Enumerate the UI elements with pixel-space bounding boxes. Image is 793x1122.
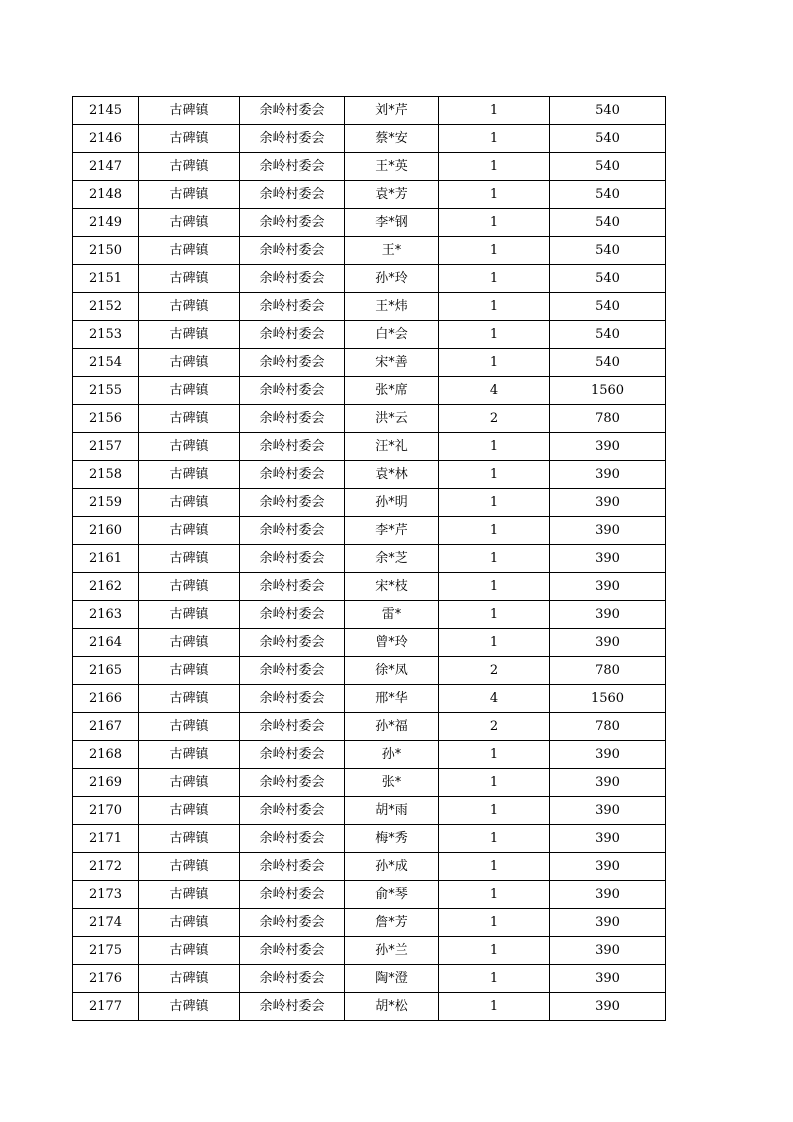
table-row [73, 797, 666, 825]
village-cell: 余岭村委会 [240, 405, 345, 433]
town-cell: 古碑镇 [139, 489, 240, 517]
village-cell: 余岭村委会 [240, 713, 345, 741]
row-number-cell: 2171 [73, 825, 139, 853]
table-row [73, 209, 666, 237]
row-number-cell: 2147 [73, 153, 139, 181]
roster-body [73, 97, 666, 1021]
count-cell: 1 [439, 461, 550, 489]
village-cell: 余岭村委会 [240, 853, 345, 881]
row-number-cell: 2145 [73, 97, 139, 125]
town-cell: 古碑镇 [139, 181, 240, 209]
count-cell: 1 [439, 237, 550, 265]
count-cell: 1 [439, 993, 550, 1021]
row-number-cell: 2164 [73, 629, 139, 657]
person-name-cell: 雷* [345, 601, 439, 629]
person-name-cell: 孙*兰 [345, 937, 439, 965]
row-number-cell: 2159 [73, 489, 139, 517]
village-cell: 余岭村委会 [240, 769, 345, 797]
row-number-cell: 2149 [73, 209, 139, 237]
row-number-cell: 2163 [73, 601, 139, 629]
town-cell: 古碑镇 [139, 209, 240, 237]
count-cell: 1 [439, 433, 550, 461]
person-name-cell: 胡*松 [345, 993, 439, 1021]
person-name-cell: 蔡*安 [345, 125, 439, 153]
person-name-cell: 李*芹 [345, 517, 439, 545]
table-row [73, 489, 666, 517]
village-cell: 余岭村委会 [240, 125, 345, 153]
count-cell: 1 [439, 545, 550, 573]
row-number-cell: 2148 [73, 181, 139, 209]
town-cell: 古碑镇 [139, 657, 240, 685]
table-row [73, 405, 666, 433]
person-name-cell: 梅*秀 [345, 825, 439, 853]
count-cell: 1 [439, 909, 550, 937]
count-cell: 1 [439, 965, 550, 993]
village-cell: 余岭村委会 [240, 629, 345, 657]
row-number-cell: 2169 [73, 769, 139, 797]
row-number-cell: 2166 [73, 685, 139, 713]
village-cell: 余岭村委会 [240, 153, 345, 181]
table-row [73, 657, 666, 685]
person-name-cell: 孙*明 [345, 489, 439, 517]
person-name-cell: 孙* [345, 741, 439, 769]
amount-cell: 390 [550, 461, 666, 489]
amount-cell: 1560 [550, 377, 666, 405]
amount-cell: 540 [550, 181, 666, 209]
village-cell: 余岭村委会 [240, 97, 345, 125]
row-number-cell: 2160 [73, 517, 139, 545]
table-row [73, 965, 666, 993]
amount-cell: 390 [550, 545, 666, 573]
town-cell: 古碑镇 [139, 153, 240, 181]
table-row [73, 517, 666, 545]
village-cell: 余岭村委会 [240, 685, 345, 713]
amount-cell: 390 [550, 797, 666, 825]
village-cell: 余岭村委会 [240, 237, 345, 265]
village-cell: 余岭村委会 [240, 461, 345, 489]
person-name-cell: 张*席 [345, 377, 439, 405]
table-row [73, 153, 666, 181]
amount-cell: 390 [550, 937, 666, 965]
person-name-cell: 余*芝 [345, 545, 439, 573]
row-number-cell: 2152 [73, 293, 139, 321]
row-number-cell: 2157 [73, 433, 139, 461]
village-cell: 余岭村委会 [240, 881, 345, 909]
town-cell: 古碑镇 [139, 965, 240, 993]
village-cell: 余岭村委会 [240, 433, 345, 461]
amount-cell: 390 [550, 433, 666, 461]
table-row [73, 937, 666, 965]
amount-cell: 780 [550, 713, 666, 741]
town-cell: 古碑镇 [139, 853, 240, 881]
amount-cell: 390 [550, 517, 666, 545]
row-number-cell: 2176 [73, 965, 139, 993]
person-name-cell: 孙*福 [345, 713, 439, 741]
table-row [73, 573, 666, 601]
count-cell: 1 [439, 97, 550, 125]
row-number-cell: 2154 [73, 349, 139, 377]
amount-cell: 390 [550, 825, 666, 853]
amount-cell: 540 [550, 265, 666, 293]
count-cell: 2 [439, 657, 550, 685]
person-name-cell: 袁*林 [345, 461, 439, 489]
village-cell: 余岭村委会 [240, 265, 345, 293]
person-name-cell: 王*英 [345, 153, 439, 181]
amount-cell: 390 [550, 601, 666, 629]
person-name-cell: 白*会 [345, 321, 439, 349]
person-name-cell: 汪*礼 [345, 433, 439, 461]
town-cell: 古碑镇 [139, 125, 240, 153]
village-cell: 余岭村委会 [240, 601, 345, 629]
row-number-cell: 2175 [73, 937, 139, 965]
table-row [73, 545, 666, 573]
row-number-cell: 2146 [73, 125, 139, 153]
table-row [73, 461, 666, 489]
person-name-cell: 王* [345, 237, 439, 265]
count-cell: 1 [439, 769, 550, 797]
person-name-cell: 刘*芹 [345, 97, 439, 125]
count-cell: 2 [439, 713, 550, 741]
amount-cell: 780 [550, 657, 666, 685]
table-row [73, 433, 666, 461]
amount-cell: 540 [550, 237, 666, 265]
village-cell: 余岭村委会 [240, 825, 345, 853]
amount-cell: 390 [550, 965, 666, 993]
table-row [73, 769, 666, 797]
person-name-cell: 詹*芳 [345, 909, 439, 937]
town-cell: 古碑镇 [139, 517, 240, 545]
count-cell: 1 [439, 937, 550, 965]
town-cell: 古碑镇 [139, 293, 240, 321]
person-name-cell: 胡*雨 [345, 797, 439, 825]
town-cell: 古碑镇 [139, 433, 240, 461]
town-cell: 古碑镇 [139, 601, 240, 629]
person-name-cell: 李*钢 [345, 209, 439, 237]
row-number-cell: 2168 [73, 741, 139, 769]
town-cell: 古碑镇 [139, 741, 240, 769]
town-cell: 古碑镇 [139, 405, 240, 433]
village-cell: 余岭村委会 [240, 209, 345, 237]
person-name-cell: 宋*善 [345, 349, 439, 377]
town-cell: 古碑镇 [139, 237, 240, 265]
person-name-cell: 孙*玲 [345, 265, 439, 293]
table-row [73, 265, 666, 293]
count-cell: 1 [439, 517, 550, 545]
person-name-cell: 曾*玲 [345, 629, 439, 657]
amount-cell: 390 [550, 741, 666, 769]
town-cell: 古碑镇 [139, 685, 240, 713]
village-cell: 余岭村委会 [240, 993, 345, 1021]
town-cell: 古碑镇 [139, 937, 240, 965]
amount-cell: 390 [550, 489, 666, 517]
town-cell: 古碑镇 [139, 769, 240, 797]
row-number-cell: 2150 [73, 237, 139, 265]
amount-cell: 390 [550, 909, 666, 937]
amount-cell: 390 [550, 853, 666, 881]
person-name-cell: 俞*琴 [345, 881, 439, 909]
row-number-cell: 2167 [73, 713, 139, 741]
count-cell: 1 [439, 125, 550, 153]
count-cell: 1 [439, 181, 550, 209]
town-cell: 古碑镇 [139, 265, 240, 293]
village-cell: 余岭村委会 [240, 545, 345, 573]
amount-cell: 540 [550, 321, 666, 349]
table-row [73, 853, 666, 881]
town-cell: 古碑镇 [139, 629, 240, 657]
village-cell: 余岭村委会 [240, 321, 345, 349]
person-name-cell: 王*炜 [345, 293, 439, 321]
row-number-cell: 2165 [73, 657, 139, 685]
count-cell: 1 [439, 601, 550, 629]
count-cell: 1 [439, 881, 550, 909]
count-cell: 1 [439, 153, 550, 181]
table-row [73, 377, 666, 405]
town-cell: 古碑镇 [139, 881, 240, 909]
town-cell: 古碑镇 [139, 97, 240, 125]
village-cell: 余岭村委会 [240, 517, 345, 545]
village-cell: 余岭村委会 [240, 181, 345, 209]
village-cell: 余岭村委会 [240, 909, 345, 937]
person-name-cell: 陶*澄 [345, 965, 439, 993]
person-name-cell: 洪*云 [345, 405, 439, 433]
count-cell: 1 [439, 797, 550, 825]
village-cell: 余岭村委会 [240, 657, 345, 685]
amount-cell: 540 [550, 209, 666, 237]
town-cell: 古碑镇 [139, 573, 240, 601]
town-cell: 古碑镇 [139, 461, 240, 489]
row-number-cell: 2151 [73, 265, 139, 293]
amount-cell: 390 [550, 629, 666, 657]
table-row [73, 685, 666, 713]
village-cell: 余岭村委会 [240, 937, 345, 965]
amount-cell: 540 [550, 349, 666, 377]
table-row [73, 713, 666, 741]
table-row [73, 97, 666, 125]
town-cell: 古碑镇 [139, 321, 240, 349]
table-row [73, 321, 666, 349]
amount-cell: 390 [550, 769, 666, 797]
table-row [73, 825, 666, 853]
count-cell: 1 [439, 293, 550, 321]
amount-cell: 540 [550, 293, 666, 321]
amount-cell: 390 [550, 573, 666, 601]
amount-cell: 780 [550, 405, 666, 433]
person-name-cell: 宋*枝 [345, 573, 439, 601]
table-row [73, 993, 666, 1021]
table-row [73, 601, 666, 629]
count-cell: 1 [439, 853, 550, 881]
row-number-cell: 2177 [73, 993, 139, 1021]
village-cell: 余岭村委会 [240, 377, 345, 405]
village-cell: 余岭村委会 [240, 741, 345, 769]
village-cell: 余岭村委会 [240, 573, 345, 601]
row-number-cell: 2153 [73, 321, 139, 349]
count-cell: 1 [439, 825, 550, 853]
town-cell: 古碑镇 [139, 797, 240, 825]
table-row [73, 293, 666, 321]
amount-cell: 1560 [550, 685, 666, 713]
amount-cell: 390 [550, 993, 666, 1021]
town-cell: 古碑镇 [139, 713, 240, 741]
town-cell: 古碑镇 [139, 349, 240, 377]
row-number-cell: 2172 [73, 853, 139, 881]
village-cell: 余岭村委会 [240, 293, 345, 321]
count-cell: 4 [439, 685, 550, 713]
person-name-cell: 徐*凤 [345, 657, 439, 685]
count-cell: 1 [439, 741, 550, 769]
table-row [73, 741, 666, 769]
table-row [73, 909, 666, 937]
count-cell: 2 [439, 405, 550, 433]
count-cell: 1 [439, 321, 550, 349]
town-cell: 古碑镇 [139, 909, 240, 937]
amount-cell: 540 [550, 97, 666, 125]
table-row [73, 237, 666, 265]
count-cell: 1 [439, 629, 550, 657]
amount-cell: 540 [550, 153, 666, 181]
table-row [73, 125, 666, 153]
village-cell: 余岭村委会 [240, 349, 345, 377]
row-number-cell: 2174 [73, 909, 139, 937]
table-row [73, 629, 666, 657]
person-name-cell: 袁*芳 [345, 181, 439, 209]
person-name-cell: 邢*华 [345, 685, 439, 713]
amount-cell: 390 [550, 881, 666, 909]
count-cell: 1 [439, 573, 550, 601]
row-number-cell: 2173 [73, 881, 139, 909]
person-name-cell: 孙*成 [345, 853, 439, 881]
roster-table [72, 96, 666, 1021]
village-cell: 余岭村委会 [240, 489, 345, 517]
town-cell: 古碑镇 [139, 377, 240, 405]
count-cell: 1 [439, 209, 550, 237]
row-number-cell: 2162 [73, 573, 139, 601]
row-number-cell: 2170 [73, 797, 139, 825]
count-cell: 1 [439, 265, 550, 293]
village-cell: 余岭村委会 [240, 965, 345, 993]
table-row [73, 349, 666, 377]
row-number-cell: 2161 [73, 545, 139, 573]
table-row [73, 881, 666, 909]
row-number-cell: 2158 [73, 461, 139, 489]
amount-cell: 540 [550, 125, 666, 153]
count-cell: 1 [439, 349, 550, 377]
row-number-cell: 2156 [73, 405, 139, 433]
village-cell: 余岭村委会 [240, 797, 345, 825]
town-cell: 古碑镇 [139, 993, 240, 1021]
person-name-cell: 张* [345, 769, 439, 797]
count-cell: 1 [439, 489, 550, 517]
town-cell: 古碑镇 [139, 545, 240, 573]
table-row [73, 181, 666, 209]
row-number-cell: 2155 [73, 377, 139, 405]
town-cell: 古碑镇 [139, 825, 240, 853]
count-cell: 4 [439, 377, 550, 405]
